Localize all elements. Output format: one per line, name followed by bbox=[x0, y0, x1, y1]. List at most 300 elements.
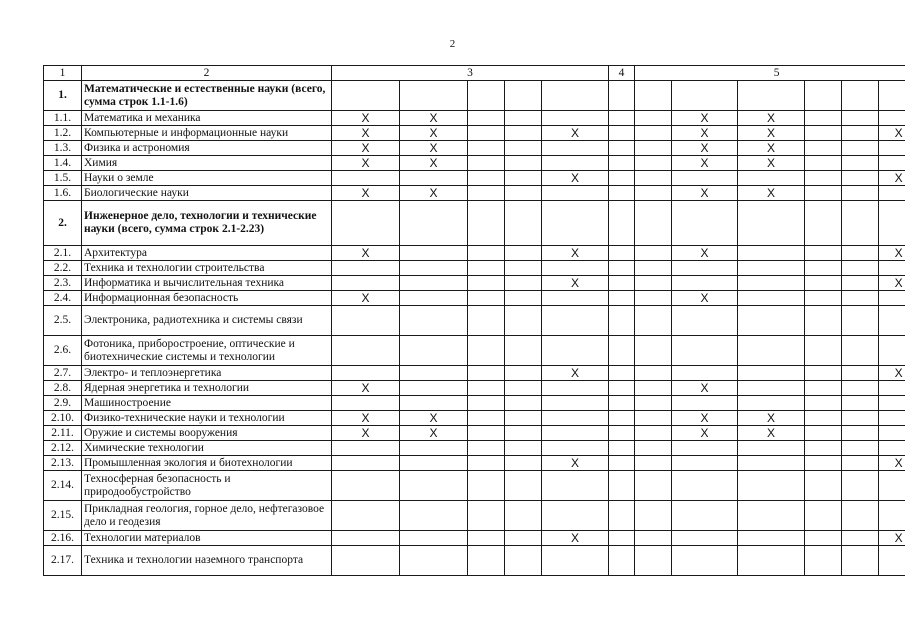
table-row bbox=[44, 141, 905, 156]
empty-cell bbox=[879, 546, 905, 576]
mark-cell: X bbox=[542, 276, 609, 291]
empty-cell bbox=[542, 81, 609, 111]
row-name: Техника и технологии строительства bbox=[82, 261, 332, 276]
empty-cell bbox=[635, 441, 672, 456]
empty-cell bbox=[505, 396, 542, 411]
empty-cell bbox=[672, 471, 738, 501]
empty-cell bbox=[505, 246, 542, 261]
row-number: 2.17. bbox=[44, 546, 82, 576]
empty-cell bbox=[842, 171, 879, 186]
empty-cell bbox=[879, 471, 905, 501]
empty-cell bbox=[400, 546, 468, 576]
empty-cell bbox=[505, 171, 542, 186]
empty-cell bbox=[738, 471, 805, 501]
empty-cell bbox=[609, 246, 635, 261]
mark-cell: X bbox=[542, 171, 609, 186]
row-name: Фотоника, приборостроение, оптические и биотехнические системы и технологии bbox=[82, 336, 332, 366]
empty-cell bbox=[332, 366, 400, 381]
mark-cell: X bbox=[400, 141, 468, 156]
empty-cell bbox=[738, 366, 805, 381]
mark-cell: X bbox=[542, 246, 609, 261]
empty-cell bbox=[635, 546, 672, 576]
empty-cell bbox=[505, 201, 542, 246]
row-name: Химия bbox=[82, 156, 332, 171]
mark-cell: X bbox=[879, 246, 905, 261]
empty-cell bbox=[609, 471, 635, 501]
empty-cell bbox=[672, 441, 738, 456]
empty-cell bbox=[842, 441, 879, 456]
empty-cell bbox=[805, 456, 842, 471]
empty-cell bbox=[332, 81, 400, 111]
empty-cell bbox=[505, 411, 542, 426]
empty-cell bbox=[672, 501, 738, 531]
empty-cell bbox=[805, 306, 842, 336]
empty-cell bbox=[842, 471, 879, 501]
table-row bbox=[44, 291, 905, 306]
empty-cell bbox=[635, 336, 672, 366]
table-row bbox=[44, 411, 905, 426]
empty-cell bbox=[635, 501, 672, 531]
mark-cell: X bbox=[879, 126, 905, 141]
row-number: 2.10. bbox=[44, 411, 82, 426]
header-cell-col-1: 1 bbox=[44, 66, 82, 81]
mark-cell: X bbox=[400, 111, 468, 126]
empty-cell bbox=[609, 396, 635, 411]
row-number: 1.4. bbox=[44, 156, 82, 171]
mark-cell: X bbox=[672, 381, 738, 396]
empty-cell bbox=[609, 366, 635, 381]
row-name: Компьютерные и информационные науки bbox=[82, 126, 332, 141]
empty-cell bbox=[738, 81, 805, 111]
empty-cell bbox=[879, 306, 905, 336]
empty-cell bbox=[468, 411, 505, 426]
empty-cell bbox=[738, 336, 805, 366]
empty-cell bbox=[805, 186, 842, 201]
row-name: Математические и естественные науки (всего, сумма строк 1.1-1.6) bbox=[82, 81, 332, 111]
empty-cell bbox=[842, 186, 879, 201]
empty-cell bbox=[468, 471, 505, 501]
empty-cell bbox=[842, 366, 879, 381]
mark-cell: X bbox=[672, 426, 738, 441]
empty-cell bbox=[468, 501, 505, 531]
row-name: Оружие и системы вооружения bbox=[82, 426, 332, 441]
empty-cell bbox=[672, 261, 738, 276]
empty-cell bbox=[738, 441, 805, 456]
empty-cell bbox=[635, 396, 672, 411]
empty-cell bbox=[400, 366, 468, 381]
empty-cell bbox=[805, 396, 842, 411]
empty-cell bbox=[468, 441, 505, 456]
mark-cell: X bbox=[879, 456, 905, 471]
empty-cell bbox=[842, 111, 879, 126]
empty-cell bbox=[542, 501, 609, 531]
empty-cell bbox=[842, 546, 879, 576]
mark-cell: X bbox=[738, 186, 805, 201]
row-number: 2.8. bbox=[44, 381, 82, 396]
row-number: 1.2. bbox=[44, 126, 82, 141]
empty-cell bbox=[842, 501, 879, 531]
mark-cell: X bbox=[332, 411, 400, 426]
empty-cell bbox=[842, 381, 879, 396]
empty-cell bbox=[609, 261, 635, 276]
empty-cell bbox=[542, 141, 609, 156]
table-row bbox=[44, 531, 905, 546]
mark-cell: X bbox=[879, 366, 905, 381]
table-row bbox=[44, 501, 905, 531]
table-row bbox=[44, 336, 905, 366]
empty-cell bbox=[468, 366, 505, 381]
table-row bbox=[44, 306, 905, 336]
empty-cell bbox=[505, 261, 542, 276]
empty-cell bbox=[468, 546, 505, 576]
empty-cell bbox=[879, 141, 905, 156]
row-number: 2.3. bbox=[44, 276, 82, 291]
mark-cell: X bbox=[738, 111, 805, 126]
empty-cell bbox=[879, 396, 905, 411]
empty-cell bbox=[609, 546, 635, 576]
empty-cell bbox=[635, 186, 672, 201]
empty-cell bbox=[332, 546, 400, 576]
empty-cell bbox=[738, 246, 805, 261]
empty-cell bbox=[542, 111, 609, 126]
empty-cell bbox=[879, 156, 905, 171]
empty-cell bbox=[400, 441, 468, 456]
mark-cell: X bbox=[542, 456, 609, 471]
mark-cell: X bbox=[400, 426, 468, 441]
table-row bbox=[44, 471, 905, 501]
empty-cell bbox=[738, 171, 805, 186]
empty-cell bbox=[805, 411, 842, 426]
empty-cell bbox=[635, 381, 672, 396]
empty-cell bbox=[635, 456, 672, 471]
empty-cell bbox=[738, 501, 805, 531]
empty-cell bbox=[400, 306, 468, 336]
empty-cell bbox=[879, 336, 905, 366]
empty-cell bbox=[505, 141, 542, 156]
empty-cell bbox=[635, 246, 672, 261]
mark-cell: X bbox=[400, 126, 468, 141]
mark-cell: X bbox=[332, 156, 400, 171]
empty-cell bbox=[505, 156, 542, 171]
empty-cell bbox=[842, 156, 879, 171]
empty-cell bbox=[635, 531, 672, 546]
empty-cell bbox=[542, 426, 609, 441]
row-name: Техносферная безопасность и природообустройство bbox=[82, 471, 332, 501]
row-number: 2.16. bbox=[44, 531, 82, 546]
empty-cell bbox=[505, 366, 542, 381]
empty-cell bbox=[468, 81, 505, 111]
mark-cell: X bbox=[672, 126, 738, 141]
empty-cell bbox=[468, 276, 505, 291]
empty-cell bbox=[609, 156, 635, 171]
row-number: 2.15. bbox=[44, 501, 82, 531]
empty-cell bbox=[879, 261, 905, 276]
mark-cell: X bbox=[738, 126, 805, 141]
empty-cell bbox=[842, 336, 879, 366]
empty-cell bbox=[332, 531, 400, 546]
empty-cell bbox=[672, 531, 738, 546]
row-number: 2.2. bbox=[44, 261, 82, 276]
empty-cell bbox=[400, 261, 468, 276]
empty-cell bbox=[842, 261, 879, 276]
empty-cell bbox=[738, 261, 805, 276]
empty-cell bbox=[842, 276, 879, 291]
empty-cell bbox=[332, 396, 400, 411]
empty-cell bbox=[879, 186, 905, 201]
empty-cell bbox=[609, 171, 635, 186]
empty-cell bbox=[879, 81, 905, 111]
row-number: 2.4. bbox=[44, 291, 82, 306]
empty-cell bbox=[505, 426, 542, 441]
mark-cell: X bbox=[332, 126, 400, 141]
empty-cell bbox=[738, 531, 805, 546]
row-name: Науки о земле bbox=[82, 171, 332, 186]
table-section-row bbox=[44, 81, 905, 111]
empty-cell bbox=[635, 426, 672, 441]
row-number: 2. bbox=[44, 201, 82, 246]
row-number: 2.13. bbox=[44, 456, 82, 471]
row-name: Ядерная энергетика и технологии bbox=[82, 381, 332, 396]
empty-cell bbox=[672, 276, 738, 291]
mark-cell: X bbox=[738, 411, 805, 426]
empty-cell bbox=[672, 366, 738, 381]
empty-cell bbox=[505, 471, 542, 501]
empty-cell bbox=[805, 126, 842, 141]
empty-cell bbox=[805, 111, 842, 126]
empty-cell bbox=[609, 441, 635, 456]
empty-cell bbox=[879, 291, 905, 306]
empty-cell bbox=[468, 246, 505, 261]
table-row bbox=[44, 156, 905, 171]
empty-cell bbox=[842, 246, 879, 261]
row-number: 1.6. bbox=[44, 186, 82, 201]
table-row bbox=[44, 246, 905, 261]
table-section-row bbox=[44, 201, 905, 246]
empty-cell bbox=[805, 426, 842, 441]
mark-cell: X bbox=[332, 111, 400, 126]
empty-cell bbox=[468, 126, 505, 141]
empty-cell bbox=[635, 111, 672, 126]
row-name: Электроника, радиотехника и системы связи bbox=[82, 306, 332, 336]
empty-cell bbox=[542, 441, 609, 456]
table-header-row bbox=[44, 66, 905, 81]
mark-cell: X bbox=[672, 156, 738, 171]
empty-cell bbox=[332, 336, 400, 366]
empty-cell bbox=[672, 396, 738, 411]
empty-cell bbox=[468, 336, 505, 366]
empty-cell bbox=[805, 471, 842, 501]
mark-cell: X bbox=[672, 246, 738, 261]
empty-cell bbox=[805, 156, 842, 171]
empty-cell bbox=[805, 141, 842, 156]
table-row bbox=[44, 261, 905, 276]
empty-cell bbox=[542, 291, 609, 306]
mark-cell: X bbox=[542, 531, 609, 546]
empty-cell bbox=[879, 411, 905, 426]
row-name: Химические технологии bbox=[82, 441, 332, 456]
empty-cell bbox=[400, 291, 468, 306]
empty-cell bbox=[609, 81, 635, 111]
empty-cell bbox=[805, 501, 842, 531]
empty-cell bbox=[609, 411, 635, 426]
empty-cell bbox=[400, 471, 468, 501]
empty-cell bbox=[842, 81, 879, 111]
empty-cell bbox=[635, 141, 672, 156]
empty-cell bbox=[635, 126, 672, 141]
table-row bbox=[44, 426, 905, 441]
empty-cell bbox=[542, 336, 609, 366]
empty-cell bbox=[635, 81, 672, 111]
row-name: Информационная безопасность bbox=[82, 291, 332, 306]
mark-cell: X bbox=[332, 426, 400, 441]
empty-cell bbox=[542, 306, 609, 336]
empty-cell bbox=[805, 261, 842, 276]
table-body bbox=[44, 66, 905, 576]
empty-cell bbox=[805, 546, 842, 576]
empty-cell bbox=[672, 546, 738, 576]
empty-cell bbox=[505, 531, 542, 546]
empty-cell bbox=[542, 381, 609, 396]
row-name: Биологические науки bbox=[82, 186, 332, 201]
header-cell-col-4: 4 bbox=[609, 66, 635, 81]
empty-cell bbox=[468, 186, 505, 201]
empty-cell bbox=[879, 381, 905, 396]
header-cell-col-5: 5 bbox=[635, 66, 905, 81]
empty-cell bbox=[842, 291, 879, 306]
row-number: 1.1. bbox=[44, 111, 82, 126]
empty-cell bbox=[738, 276, 805, 291]
empty-cell bbox=[542, 156, 609, 171]
empty-cell bbox=[332, 441, 400, 456]
empty-cell bbox=[805, 291, 842, 306]
empty-cell bbox=[609, 336, 635, 366]
mark-cell: X bbox=[542, 366, 609, 381]
mark-cell: X bbox=[400, 411, 468, 426]
mark-cell: X bbox=[672, 291, 738, 306]
empty-cell bbox=[468, 306, 505, 336]
empty-cell bbox=[842, 456, 879, 471]
row-name: Техника и технологии наземного транспорта bbox=[82, 546, 332, 576]
row-name: Архитектура bbox=[82, 246, 332, 261]
page-number: 2 bbox=[449, 38, 456, 50]
table-row bbox=[44, 186, 905, 201]
empty-cell bbox=[635, 291, 672, 306]
empty-cell bbox=[879, 501, 905, 531]
mark-cell: X bbox=[400, 186, 468, 201]
empty-cell bbox=[505, 456, 542, 471]
empty-cell bbox=[505, 291, 542, 306]
empty-cell bbox=[805, 366, 842, 381]
empty-cell bbox=[672, 306, 738, 336]
empty-cell bbox=[505, 441, 542, 456]
empty-cell bbox=[635, 411, 672, 426]
row-name: Физико-технические науки и технологии bbox=[82, 411, 332, 426]
empty-cell bbox=[805, 336, 842, 366]
table-row bbox=[44, 171, 905, 186]
empty-cell bbox=[400, 336, 468, 366]
mark-cell: X bbox=[672, 141, 738, 156]
empty-cell bbox=[738, 306, 805, 336]
empty-cell bbox=[672, 456, 738, 471]
table-row bbox=[44, 381, 905, 396]
row-name: Физика и астрономия bbox=[82, 141, 332, 156]
row-number: 2.12. bbox=[44, 441, 82, 456]
empty-cell bbox=[468, 111, 505, 126]
row-number: 1.5. bbox=[44, 171, 82, 186]
empty-cell bbox=[609, 531, 635, 546]
empty-cell bbox=[879, 426, 905, 441]
table-row bbox=[44, 276, 905, 291]
mark-cell: X bbox=[542, 126, 609, 141]
row-name: Машиностроение bbox=[82, 396, 332, 411]
mark-cell: X bbox=[332, 141, 400, 156]
row-number: 1.3. bbox=[44, 141, 82, 156]
empty-cell bbox=[505, 336, 542, 366]
empty-cell bbox=[805, 201, 842, 246]
mark-cell: X bbox=[332, 186, 400, 201]
empty-cell bbox=[542, 201, 609, 246]
empty-cell bbox=[468, 381, 505, 396]
empty-cell bbox=[468, 141, 505, 156]
empty-cell bbox=[332, 501, 400, 531]
empty-cell bbox=[609, 456, 635, 471]
empty-cell bbox=[542, 261, 609, 276]
empty-cell bbox=[805, 381, 842, 396]
empty-cell bbox=[738, 456, 805, 471]
empty-cell bbox=[400, 81, 468, 111]
empty-cell bbox=[609, 306, 635, 336]
empty-cell bbox=[468, 531, 505, 546]
empty-cell bbox=[400, 501, 468, 531]
empty-cell bbox=[635, 366, 672, 381]
empty-cell bbox=[332, 171, 400, 186]
empty-cell bbox=[805, 246, 842, 261]
mark-cell: X bbox=[672, 111, 738, 126]
empty-cell bbox=[805, 531, 842, 546]
empty-cell bbox=[635, 261, 672, 276]
empty-cell bbox=[400, 171, 468, 186]
empty-cell bbox=[542, 186, 609, 201]
empty-cell bbox=[879, 111, 905, 126]
empty-cell bbox=[542, 411, 609, 426]
empty-cell bbox=[609, 126, 635, 141]
empty-cell bbox=[635, 306, 672, 336]
row-number: 2.11. bbox=[44, 426, 82, 441]
specialty-table bbox=[43, 65, 905, 576]
empty-cell bbox=[505, 126, 542, 141]
empty-cell bbox=[505, 381, 542, 396]
empty-cell bbox=[738, 381, 805, 396]
empty-cell bbox=[738, 291, 805, 306]
empty-cell bbox=[738, 546, 805, 576]
empty-cell bbox=[468, 456, 505, 471]
empty-cell bbox=[468, 201, 505, 246]
row-name: Промышленная экология и биотехнологии bbox=[82, 456, 332, 471]
mark-cell: X bbox=[738, 156, 805, 171]
empty-cell bbox=[635, 201, 672, 246]
mark-cell: X bbox=[672, 186, 738, 201]
mark-cell: X bbox=[332, 246, 400, 261]
empty-cell bbox=[805, 171, 842, 186]
empty-cell bbox=[879, 441, 905, 456]
table-row bbox=[44, 396, 905, 411]
mark-cell: X bbox=[879, 531, 905, 546]
row-name: Информатика и вычислительная техника bbox=[82, 276, 332, 291]
empty-cell bbox=[805, 81, 842, 111]
mark-cell: X bbox=[332, 381, 400, 396]
empty-cell bbox=[672, 336, 738, 366]
table-row bbox=[44, 111, 905, 126]
